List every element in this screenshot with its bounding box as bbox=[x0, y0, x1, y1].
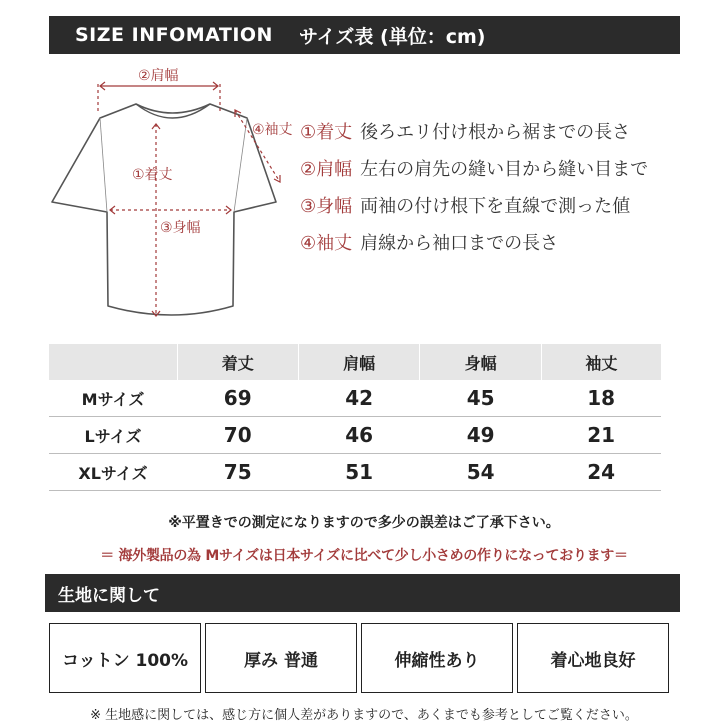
header-title-en: SIZE INFOMATION bbox=[75, 24, 273, 46]
measurement-legend bbox=[300, 112, 648, 260]
table-cell: 18 bbox=[541, 380, 661, 417]
measurement-note: ※平置きでの測定になりますので多少の誤差はご了承下さい。 bbox=[168, 515, 560, 531]
table-cell: 54 bbox=[420, 454, 541, 491]
overseas-size-note: ＝ 海外製品の為 Mサイズは日本サイズに比べて少し小さめの作りになっております＝ bbox=[100, 548, 628, 564]
legend-key: ④袖丈 bbox=[300, 232, 353, 254]
legend-key: ②肩幅 bbox=[300, 158, 353, 180]
size-info-header bbox=[49, 16, 680, 54]
table-cell: 24 bbox=[541, 454, 661, 491]
table-header-cell: 着丈 bbox=[177, 344, 298, 380]
table-cell: 70 bbox=[177, 417, 298, 454]
legend-item bbox=[300, 149, 648, 186]
tshirt-outline-icon bbox=[40, 60, 310, 335]
table-cell: 45 bbox=[420, 380, 541, 417]
fabric-header bbox=[45, 574, 680, 612]
table-header-row bbox=[49, 344, 661, 380]
table-cell: 49 bbox=[420, 417, 541, 454]
legend-desc: 左右の肩先の縫い目から縫い目まで bbox=[360, 158, 649, 180]
table-cell: 46 bbox=[298, 417, 419, 454]
fabric-title: 生地に関して bbox=[58, 585, 160, 606]
row-label: XLサイズ bbox=[49, 454, 177, 491]
table-row bbox=[49, 380, 661, 417]
table-header-cell bbox=[49, 344, 177, 380]
legend-key: ①着丈 bbox=[300, 121, 353, 143]
sleeve-label: ④袖丈 bbox=[252, 122, 293, 138]
tshirt-diagram bbox=[40, 60, 310, 335]
header-title-ja: サイズ表 (単位：cm) bbox=[298, 25, 486, 48]
table-header-cell: 袖丈 bbox=[541, 344, 661, 380]
legend-item bbox=[300, 112, 648, 149]
length-label: ①着丈 bbox=[132, 167, 173, 183]
table-cell: 42 bbox=[298, 380, 419, 417]
fabric-attribute-box: 厚み 普通 bbox=[205, 623, 357, 693]
chest-label: ③身幅 bbox=[160, 220, 201, 236]
table-row bbox=[49, 417, 661, 454]
legend-item bbox=[300, 186, 648, 223]
table-cell: 69 bbox=[177, 380, 298, 417]
fabric-attribute-box: コットン 100% bbox=[49, 623, 201, 693]
legend-desc: 肩線から袖口までの長さ bbox=[360, 232, 559, 254]
table-header-cell: 身幅 bbox=[420, 344, 541, 380]
row-label: Mサイズ bbox=[49, 380, 177, 417]
table-cell: 51 bbox=[298, 454, 419, 491]
table-cell: 21 bbox=[541, 417, 661, 454]
legend-item bbox=[300, 223, 648, 260]
row-label: Lサイズ bbox=[49, 417, 177, 454]
shoulder-label: ②肩幅 bbox=[138, 68, 179, 84]
table-row bbox=[49, 454, 661, 491]
legend-key: ③身幅 bbox=[300, 195, 353, 217]
table-cell: 75 bbox=[177, 454, 298, 491]
size-table bbox=[49, 344, 661, 491]
fabric-attributes bbox=[49, 623, 669, 695]
fabric-attribute-box: 伸縮性あり bbox=[361, 623, 513, 693]
fabric-footnote: ※ 生地感に関しては、感じ方に個人差がありますので、あくまでも参考としてご覧ください。 bbox=[90, 708, 638, 723]
fabric-attribute-box: 着心地良好 bbox=[517, 623, 669, 693]
legend-desc: 両袖の付け根下を直線で測った値 bbox=[360, 195, 631, 217]
table-header-cell: 肩幅 bbox=[298, 344, 419, 380]
legend-desc: 後ろエリ付け根から裾までの長さ bbox=[360, 121, 631, 143]
